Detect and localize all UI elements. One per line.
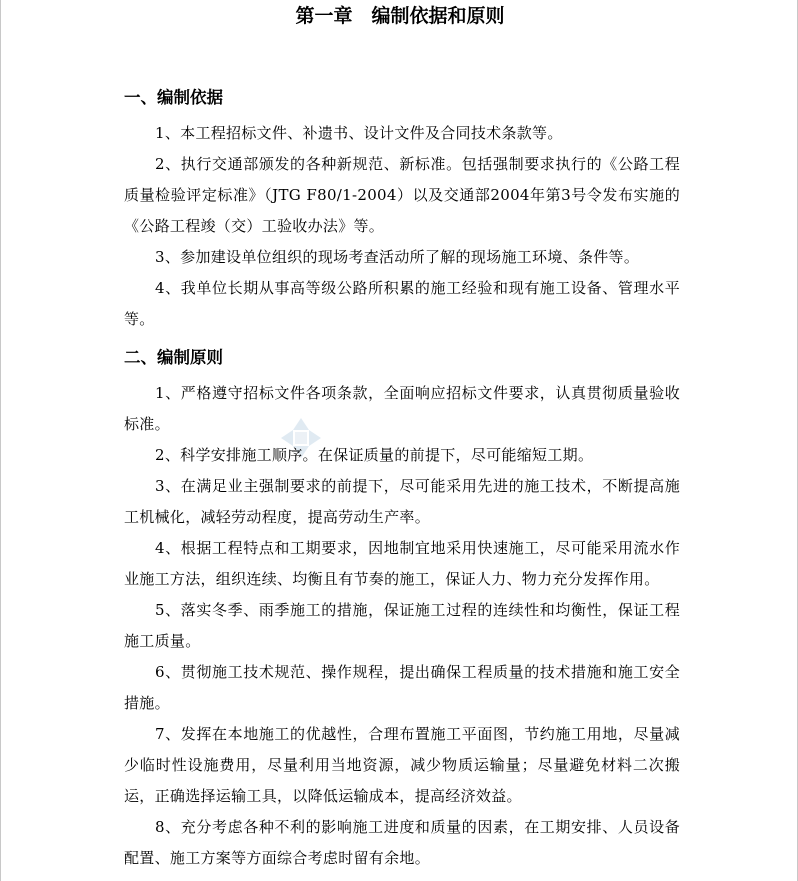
paragraph: 1、本工程招标文件、补遗书、设计文件及合同技术条款等。 (155, 124, 563, 142)
paragraph: 4、根据工程特点和工期要求，因地制宜地采用快速施工，尽可能采用流水作业施工方法，组织连续、均衡且有节奏的施工，保证人力、物力充分发挥作用。 (124, 539, 680, 588)
section-heading: 二、编制原则 (124, 348, 223, 367)
paragraph: 5、落实冬季、雨季施工的措施，保证施工过程的连续性和均衡性，保证工程施工质量。 (124, 601, 680, 650)
section-heading: 一、编制依据 (124, 88, 223, 107)
paragraph: 3、参加建设单位组织的现场考查活动所了解的现场施工环境、条件等。 (155, 248, 640, 266)
chapter-title: 第一章 编制依据和原则 (295, 5, 505, 27)
paragraph: 2、执行交通部颁发的各种新规范、新标准。包括强制要求执行的《公路工程质量检验评定标准》（JTG F80/1-2004）以及交通部2004年第3号令发布实施的《公路工程竣（交）工验收办法》等。 (124, 155, 680, 235)
paragraph: 3、在满足业主强制要求的前提下，尽可能采用先进的施工技术，不断提高施工机械化，减轻劳动程度，提高劳动生产率。 (124, 477, 680, 526)
paragraph: 7、发挥在本地施工的优越性，合理布置施工平面图，节约施工用地，尽量减少临时性设施费用，尽量利用当地资源，减少物质运输量；尽量避免材料二次搬运，正确选择运输工具，以降低运输成本，提高经济效益。 (124, 725, 680, 805)
paragraph: 6、贯彻施工技术规范、操作规程，提出确保工程质量的技术措施和施工安全措施。 (124, 663, 680, 712)
paragraph: 8、充分考虑各种不利的影响施工进度和质量的因素，在工期安排、人员设备配置、施工方案等方面综合考虑时留有余地。 (124, 818, 680, 867)
paragraph: 2、科学安排施工顺序。在保证质量的前提下，尽可能缩短工期。 (155, 446, 594, 464)
paragraph: 4、我单位长期从事高等级公路所积累的施工经验和现有施工设备、管理水平等。 (124, 279, 680, 328)
paragraph: 1、严格遵守招标文件各项条款，全面响应招标文件要求，认真贯彻质量验收标准。 (124, 384, 680, 433)
